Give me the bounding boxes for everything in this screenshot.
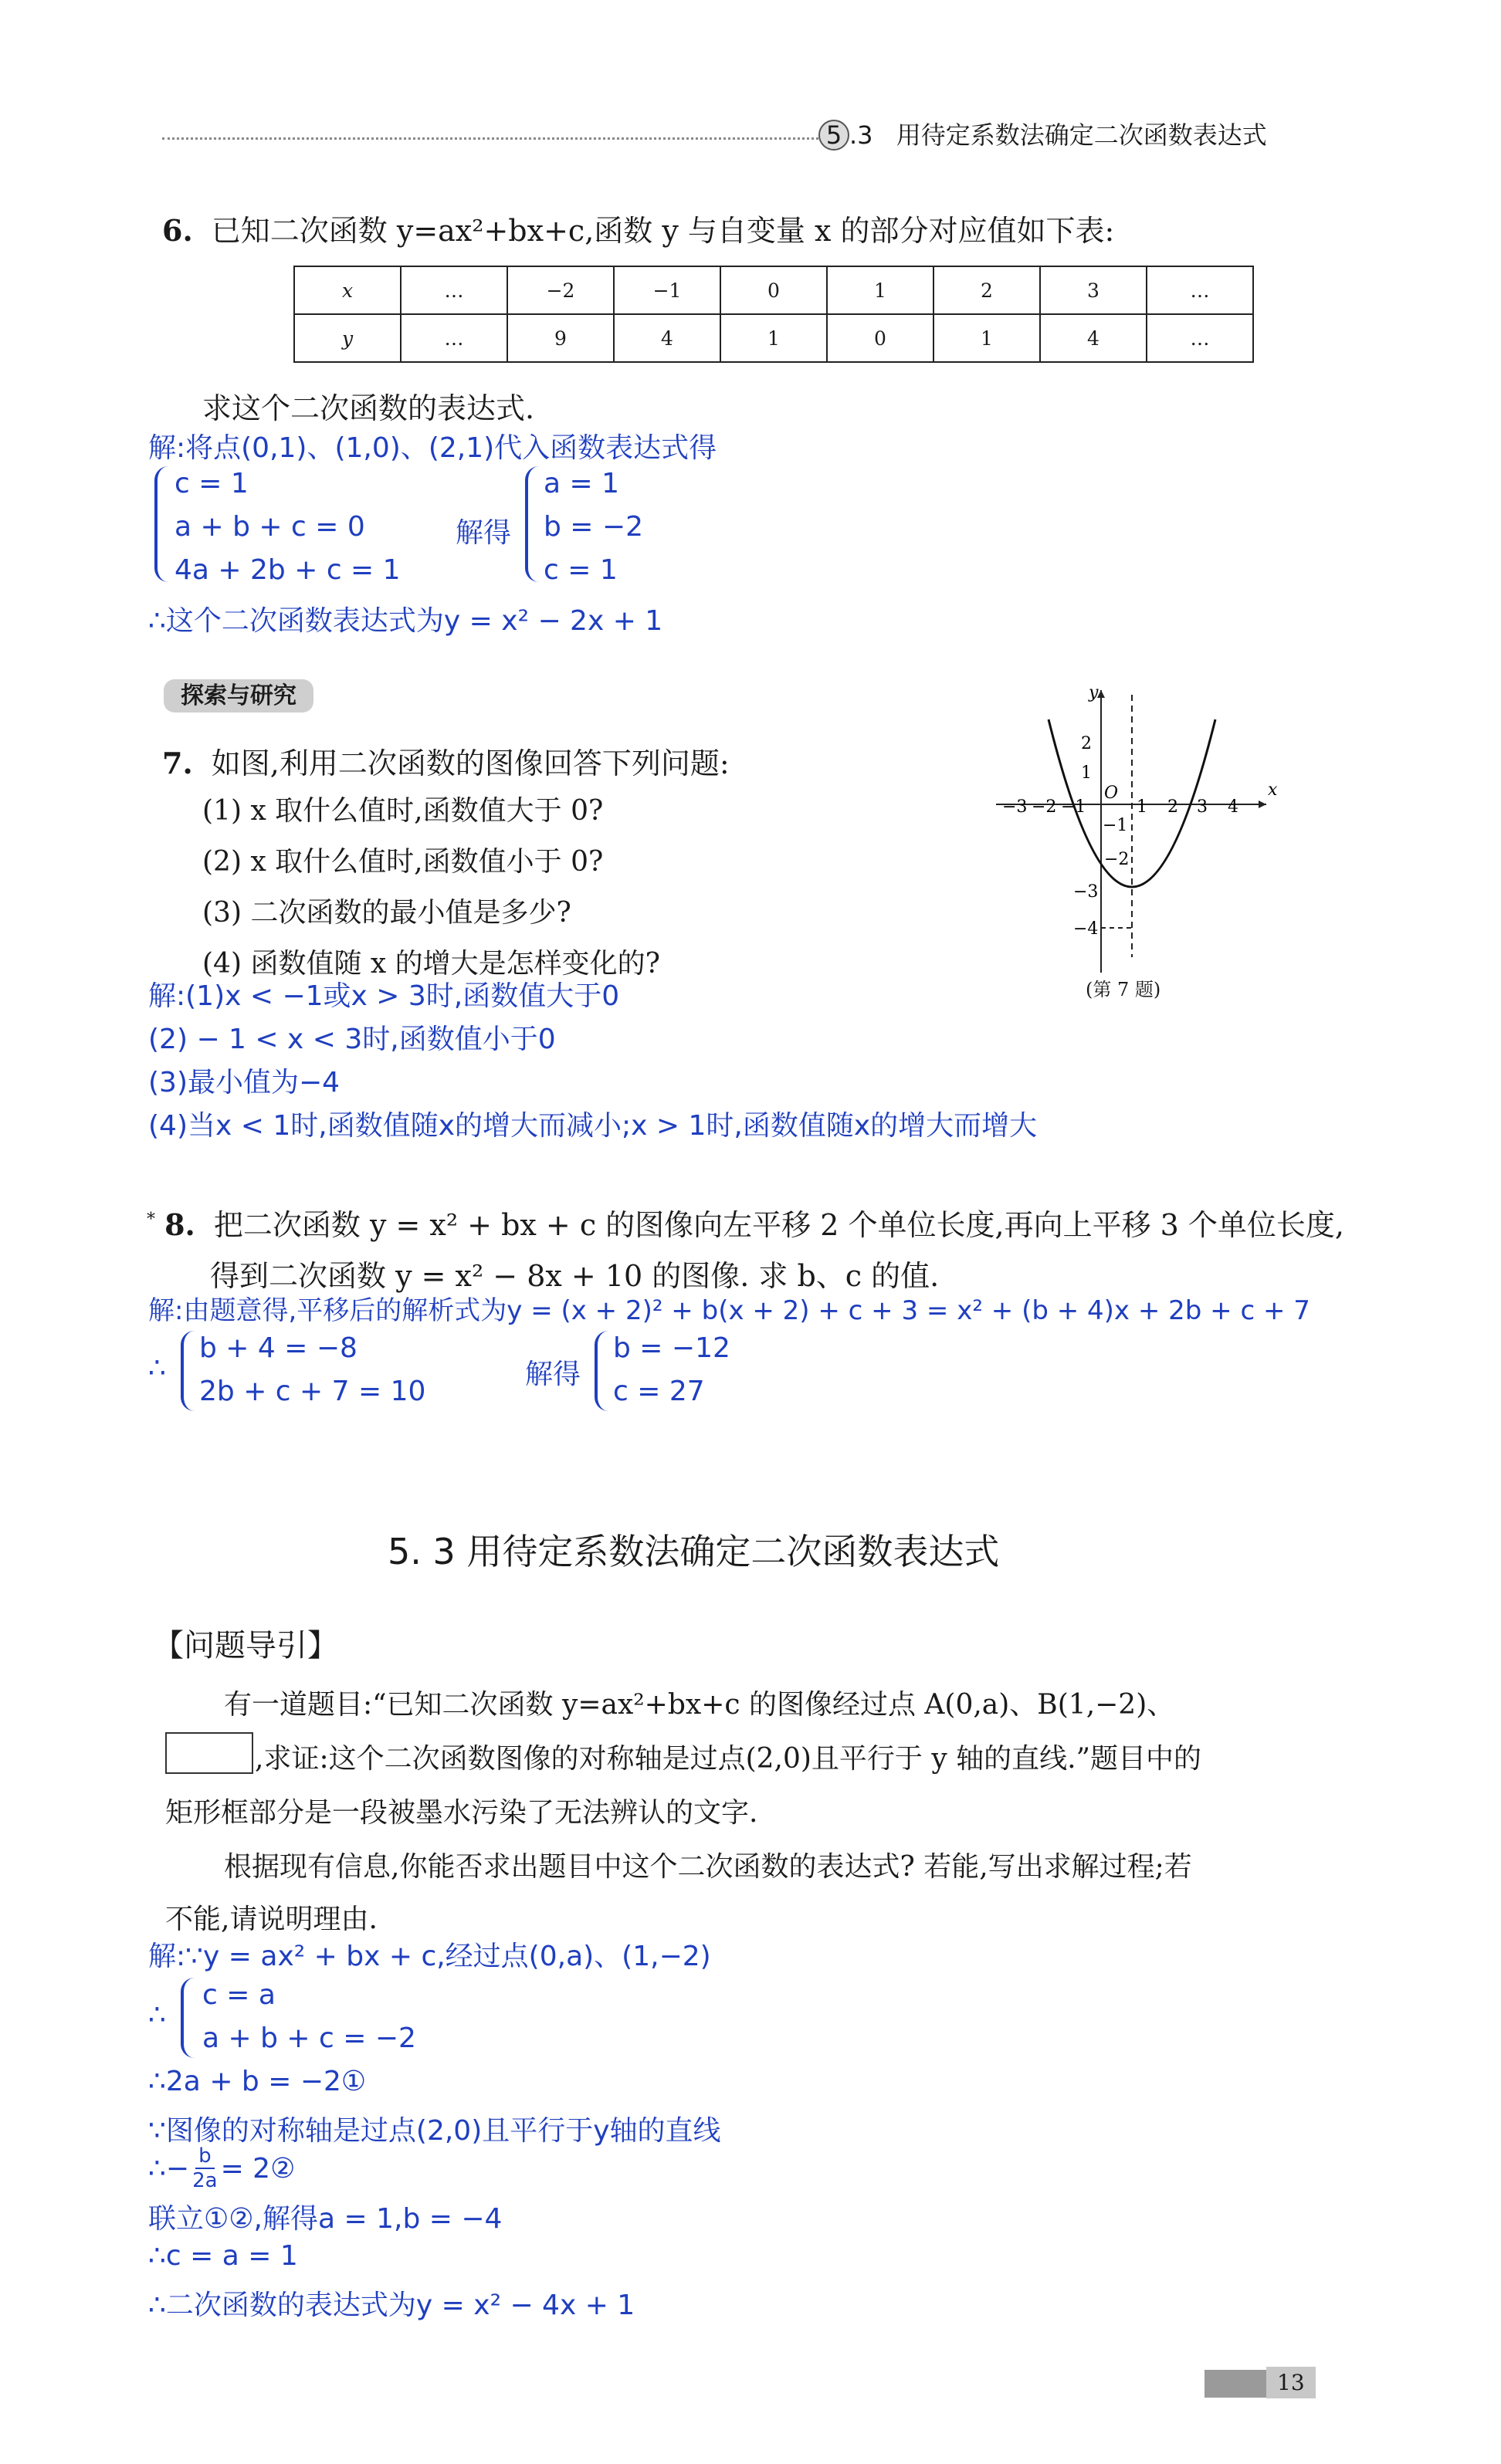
y-tick-label: −1 (1103, 816, 1128, 835)
equation: b = −12 (613, 1332, 730, 1364)
table-cell: … (401, 314, 507, 362)
q6-value-table (293, 266, 1254, 363)
section-circle-number: 5 (818, 120, 849, 151)
table-cell: 3 (1040, 266, 1147, 314)
equation: a + b + c = 0 (174, 511, 365, 543)
equation: c = 27 (613, 1376, 705, 1407)
y-tick-label: −2 (1104, 850, 1130, 869)
equation: b = −2 (544, 511, 643, 543)
table-cell: 1 (827, 266, 933, 314)
section53-fraction-line: ∴− $\frac{b}{2a}$ = 2② (148, 2144, 296, 2192)
table-cell: 2 (933, 266, 1040, 314)
table-cell: … (1147, 266, 1253, 314)
table-cell: … (401, 266, 507, 314)
therefore-symbol: ∴ (148, 1999, 166, 2031)
q8-solution-intro: 解:由题意得,平移后的解析式为y = (x + 2)² + b(x + 2) + c + 3 = x² + (b + 4)x + 2b + c + 7 (148, 1295, 1310, 1326)
q7-number: 7. (162, 746, 193, 780)
q7-item: (1) x 取什么值时,函数值大于 0? (202, 795, 604, 827)
x-label: x (1268, 780, 1278, 800)
section53-solution: ∴c = a = 1 (148, 2240, 298, 2272)
q8-brace-right (595, 1331, 608, 1411)
origin-label: O (1104, 784, 1119, 803)
guide-paragraph: 不能,请说明理由. (165, 1904, 378, 1935)
table-cell: y (294, 314, 401, 362)
section-tag: 探索与研究 (164, 676, 313, 710)
solve-word: 解得 (456, 517, 512, 549)
q8-star: * (147, 1210, 155, 1230)
x-tick-label: −3 (1002, 797, 1028, 817)
guide-paragraph: 根据现有信息,你能否求出题目中这个二次函数的表达式? 若能,写出求解过程;若 (224, 1851, 1192, 1883)
q7-text: 如图,利用二次函数的图像回答下列问题: (211, 746, 730, 780)
table-cell: −1 (614, 266, 720, 314)
question-6 (162, 207, 1114, 249)
guide-paragraph: ,求证:这个二次函数图像的对称轴是过点(2,0)且平行于 y 轴的直线.”题目中的 (255, 1743, 1201, 1775)
guide-paragraph: 有一道题目:“已知二次函数 y=ax²+bx+c 的图像经过点 A(0,a)、B(1,−2)、 (224, 1689, 1175, 1721)
table-cell: −2 (507, 266, 614, 314)
y-label: y (1089, 683, 1099, 702)
x-tick-label: 2 (1167, 797, 1178, 817)
equation: 2b + c + 7 = 10 (199, 1376, 426, 1407)
section53-solution: ∴2a + b = −2① (148, 2066, 367, 2097)
q7-parabola-graph (988, 679, 1282, 1011)
q6-brace-left (154, 466, 168, 582)
y-axis-arrow (1097, 690, 1105, 698)
x-tick-label: 3 (1197, 797, 1208, 817)
table-cell: x (294, 266, 401, 314)
q8-line2: 得到二次函数 y = x² − 8x + 10 的图像. 求 b、c 的值. (210, 1259, 940, 1293)
table-cell: 9 (507, 314, 614, 362)
equation: a + b + c = −2 (202, 2022, 416, 2054)
q6-ask: 求这个二次函数的表达式. (202, 391, 535, 425)
q7-item: (2) x 取什么值时,函数值小于 0? (202, 846, 604, 878)
q8-number: 8. (164, 1207, 195, 1242)
q6-conclusion: ∴这个二次函数表达式为y = x² − 2x + 1 (148, 605, 663, 637)
header-title: 用待定系数法确定二次函数表达式 (896, 120, 1267, 150)
therefore-symbol: ∴ (148, 1352, 166, 1384)
fraction: $\frac{b}{2a}$ (192, 2144, 218, 2192)
q6-brace-right (525, 466, 539, 582)
x-axis-arrow (1259, 800, 1266, 808)
x-tick-label: −1 (1061, 797, 1086, 817)
section53-solution: 解:∵y = ax² + bx + c,经过点(0,a)、(1,−2) (148, 1941, 711, 1972)
running-header: 5 .3 用待定系数法确定二次函数表达式 (818, 116, 1267, 151)
page-number: 13 (1266, 2367, 1316, 2398)
section-title: 5. 3 用待定系数法确定二次函数表达式 (388, 1531, 1000, 1572)
x-tick-label: 4 (1228, 797, 1238, 817)
q7-item: (3) 二次函数的最小值是多少? (202, 897, 571, 929)
q7-solution: 解:(1)x < −1或x > 3时,函数值大于0 (148, 980, 620, 1012)
section53-brace (181, 1978, 195, 2058)
q6-text: 已知二次函数 y=ax²+bx+c,函数 y 与自变量 x 的部分对应值如下表: (211, 214, 1115, 248)
x-tick-label: 1 (1137, 797, 1147, 817)
table-cell: 4 (1040, 314, 1147, 362)
ink-stain-box (165, 1732, 253, 1774)
section53-solution: ∴二次函数的表达式为y = x² − 4x + 1 (148, 2290, 635, 2321)
section53-solution: ∵图像的对称轴是过点(2,0)且平行于y轴的直线 (148, 2115, 721, 2147)
table-cell: 4 (614, 314, 720, 362)
q7-solution: (2) − 1 < x < 3时,函数值小于0 (148, 1024, 556, 1055)
x-tick-label: −2 (1032, 797, 1057, 817)
table-cell: 1 (933, 314, 1040, 362)
guide-heading: 【问题导引】 (153, 1628, 338, 1664)
equation: c = 1 (174, 468, 249, 499)
q8-line1: 把二次函数 y = x² + bx + c 的图像向左平移 2 个单位长度,再向上平移 3 个单位长度, (213, 1208, 1345, 1242)
q7-caption: (第 7 题) (1086, 979, 1161, 1000)
equation: c = a (202, 1979, 276, 2011)
equation: 4a + 2b + c = 1 (174, 554, 401, 586)
y-tick-label: 1 (1081, 763, 1092, 783)
y-tick-label: 2 (1081, 734, 1092, 753)
q7-solution: (3)最小值为−4 (148, 1067, 341, 1098)
question-7 (162, 740, 730, 782)
table-cell: 1 (720, 314, 827, 362)
table-cell: … (1147, 314, 1253, 362)
q8-brace-left (181, 1331, 195, 1411)
q7-item: (4) 函数值随 x 的增大是怎样变化的? (202, 948, 660, 980)
table-row-x (294, 266, 1253, 314)
section53-solution: 联立①②,解得a = 1,b = −4 (148, 2203, 503, 2235)
y-tick-label: −3 (1073, 882, 1099, 902)
table-row-y (294, 314, 1253, 362)
table-cell: 0 (827, 314, 933, 362)
solve-word: 解得 (525, 1359, 581, 1390)
table-cell: 0 (720, 266, 827, 314)
equation: a = 1 (544, 468, 620, 499)
equation: b + 4 = −8 (199, 1332, 357, 1364)
q6-solution-intro: 解:将点(0,1)、(1,0)、(2,1)代入函数表达式得 (148, 432, 717, 464)
q7-solution: (4)当x < 1时,函数值随x的增大而减小;x > 1时,函数值随x的增大而增大 (148, 1110, 1038, 1142)
equation: c = 1 (544, 554, 618, 586)
q6-number: 6. (162, 213, 193, 248)
question-8 (147, 1201, 1344, 1244)
y-tick-label: −4 (1073, 919, 1099, 939)
header-rule (162, 137, 818, 140)
guide-paragraph: 矩形框部分是一段被墨水污染了无法辨认的文字. (165, 1797, 758, 1829)
